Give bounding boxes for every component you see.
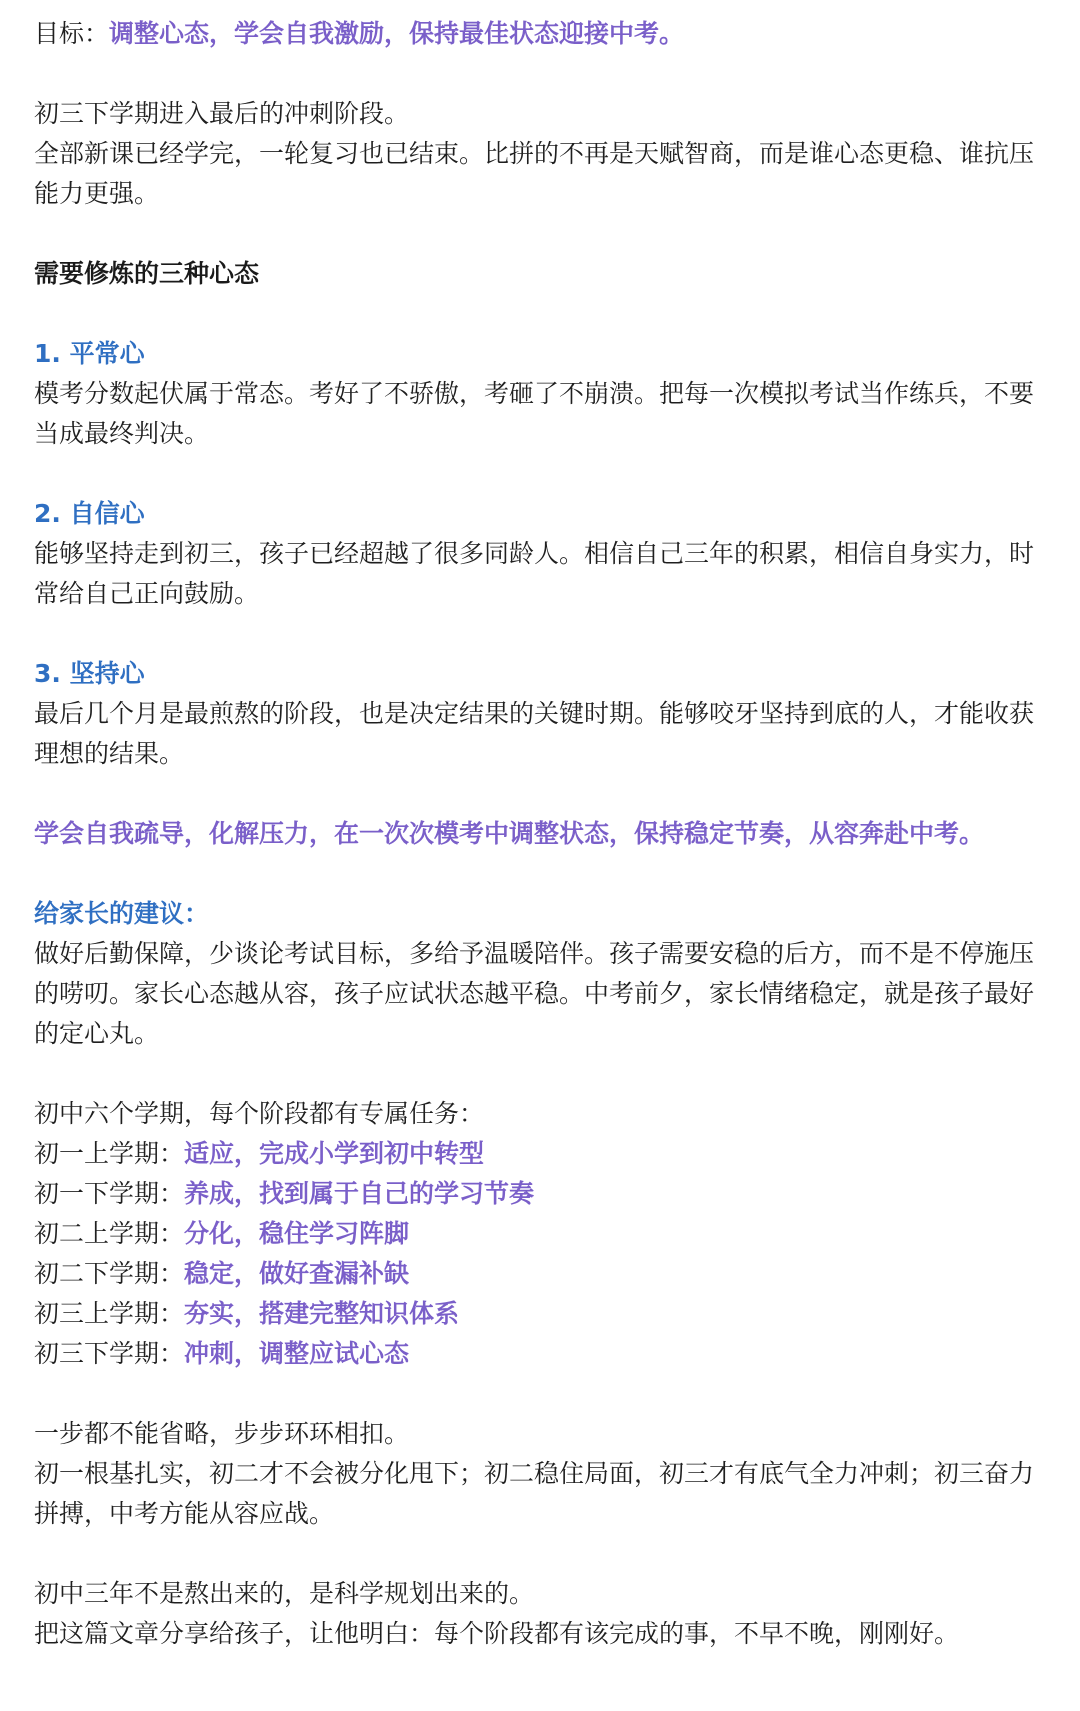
semester-task: 分化，稳住学习阵脚 [184, 1219, 410, 1248]
mindset-body-1: 模考分数起伏属于常态。考好了不骄傲，考砸了不崩溃。把每一次模拟考试当作练兵，不要当成最终判决。 [34, 379, 1035, 448]
semester-item [34, 1294, 1046, 1334]
semester-label: 初二上学期： [34, 1219, 185, 1248]
semester-task: 稳定，做好查漏补缺 [184, 1259, 410, 1288]
mindset-heading-1: 1. 平常心 [34, 339, 145, 368]
intro-line-2: 全部新课已经学完，一轮复习也已结束。比拼的不再是天赋智商，而是谁心态更稳、谁抗压能力更强。 [34, 139, 1035, 208]
semesters-intro: 初中六个学期，每个阶段都有专属任务： [34, 1099, 485, 1128]
mindset-body-2: 能够坚持走到初三，孩子已经超越了很多同龄人。相信自己三年的积累，相信自身实力，时常给自己正向鼓励。 [34, 539, 1035, 608]
semester-task: 养成，找到属于自己的学习节奏 [184, 1179, 535, 1208]
spacer [34, 614, 1046, 654]
goal-line [34, 14, 1046, 54]
spacer [34, 1374, 1046, 1414]
goal-label: 目标： [34, 19, 110, 48]
semester-task: 冲刺，调整应试心态 [184, 1339, 410, 1368]
semester-item [34, 1134, 1046, 1174]
semester-item [34, 1334, 1046, 1374]
closing-line-2: 把这篇文章分享给孩子，让他明白：每个阶段都有该完成的事，不早不晚，刚刚好。 [34, 1619, 960, 1648]
mindset-body-3: 最后几个月是最煎熬的阶段，也是决定结果的关键时期。能够咬牙坚持到底的人，才能收获理想的结果。 [34, 699, 1035, 768]
highlight-text: 学会自我疏导，化解压力，在一次次模考中调整状态，保持稳定节奏，从容奔赴中考。 [34, 819, 985, 848]
spacer [34, 294, 1046, 334]
semester-task: 夯实，搭建完整知识体系 [184, 1299, 460, 1328]
semester-label: 初一上学期： [34, 1139, 185, 1168]
chain-line-2: 初一根基扎实，初二才不会被分化甩下；初二稳住局面，初三才有底气全力冲刺；初三奋力拼搏，中考方能从容应战。 [34, 1459, 1035, 1528]
goal-text: 调整心态，学会自我激励，保持最佳状态迎接中考。 [109, 19, 685, 48]
semester-item [34, 1254, 1046, 1294]
spacer [34, 214, 1046, 254]
intro-line-1: 初三下学期进入最后的冲刺阶段。 [34, 99, 410, 128]
spacer [34, 454, 1046, 494]
parents-heading: 给家长的建议： [34, 899, 210, 928]
semester-label: 初一下学期： [34, 1179, 185, 1208]
semester-task: 适应，完成小学到初中转型 [184, 1139, 485, 1168]
closing-line-1: 初中三年不是熬出来的，是科学规划出来的。 [34, 1579, 535, 1608]
mindset-heading-2: 2. 自信心 [34, 499, 145, 528]
semester-label: 初二下学期： [34, 1259, 185, 1288]
mindset-heading-3: 3. 坚持心 [34, 659, 145, 688]
semester-item [34, 1174, 1046, 1214]
semester-label: 初三下学期： [34, 1339, 185, 1368]
spacer [34, 854, 1046, 894]
spacer [34, 1054, 1046, 1094]
section-title: 需要修炼的三种心态 [34, 259, 260, 288]
semester-item [34, 1214, 1046, 1254]
semester-label: 初三上学期： [34, 1299, 185, 1328]
spacer [34, 1534, 1046, 1574]
chain-line-1: 一步都不能省略，步步环环相扣。 [34, 1419, 410, 1448]
parents-body: 做好后勤保障，少谈论考试目标，多给予温暖陪伴。孩子需要安稳的后方，而不是不停施压的唠叨。家长心态越从容，孩子应试状态越平稳。中考前夕，家长情绪稳定，就是孩子最好的定心丸。 [34, 939, 1035, 1048]
spacer [34, 774, 1046, 814]
spacer [34, 54, 1046, 94]
